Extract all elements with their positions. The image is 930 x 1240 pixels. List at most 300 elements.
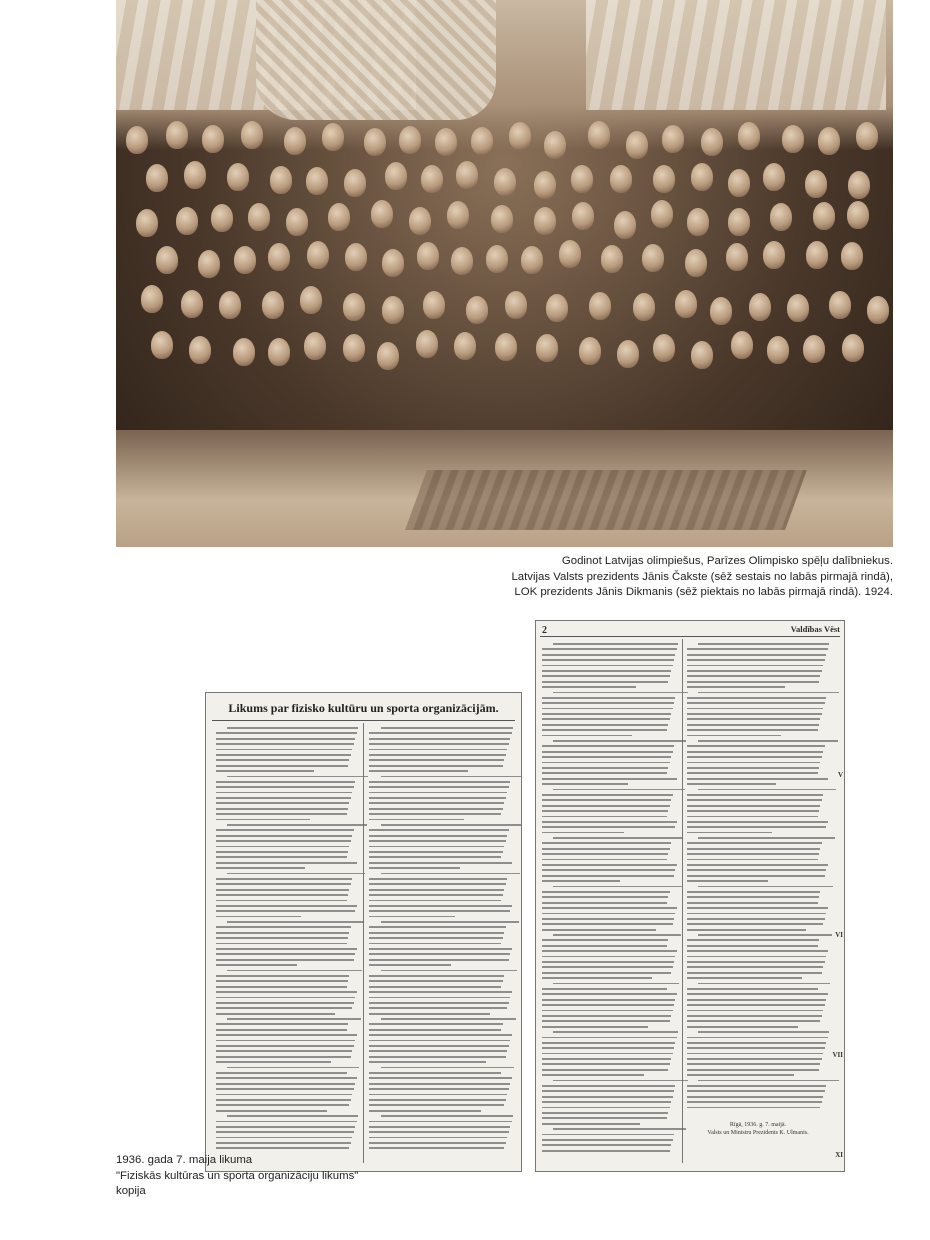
photo-person xyxy=(787,294,809,322)
text-line xyxy=(542,842,671,844)
text-line xyxy=(227,1018,360,1020)
text-line xyxy=(227,824,366,826)
photo-person xyxy=(749,293,771,321)
text-line xyxy=(369,754,506,756)
photo-person xyxy=(198,250,220,278)
photo-person xyxy=(146,164,168,192)
text-line xyxy=(687,762,820,764)
text-line xyxy=(687,875,825,877)
text-line xyxy=(369,1040,510,1042)
photo-person xyxy=(471,127,493,155)
text-line xyxy=(542,1069,668,1071)
photo-person xyxy=(813,202,835,230)
text-line xyxy=(687,816,818,818)
text-line xyxy=(542,977,652,979)
text-line xyxy=(687,805,820,807)
text-line xyxy=(216,1050,352,1052)
historic-group-photo xyxy=(116,0,893,547)
text-line xyxy=(687,713,822,715)
text-line xyxy=(687,977,802,979)
text-line xyxy=(381,970,518,972)
column-divider xyxy=(363,723,364,1163)
text-line xyxy=(542,821,677,823)
photo-person xyxy=(534,207,556,235)
law-document-page-2 xyxy=(535,620,845,1172)
text-line xyxy=(369,964,451,966)
text-line xyxy=(369,781,510,783)
text-line xyxy=(216,1104,349,1106)
text-line xyxy=(369,1099,506,1101)
photo-person xyxy=(156,246,178,274)
photo-person xyxy=(521,246,543,274)
text-line xyxy=(381,824,522,826)
photo-person xyxy=(344,169,366,197)
text-line xyxy=(687,913,826,915)
text-line xyxy=(369,1094,507,1096)
photo-person xyxy=(486,245,508,273)
text-line xyxy=(542,1074,644,1076)
text-line xyxy=(687,778,828,780)
text-line xyxy=(216,754,351,756)
text-line xyxy=(227,1115,358,1117)
text-line xyxy=(369,1061,486,1063)
text-line xyxy=(216,1045,354,1047)
text-line xyxy=(542,1004,674,1006)
text-line xyxy=(216,770,314,772)
text-line xyxy=(216,997,355,999)
text-line xyxy=(553,934,681,936)
text-line xyxy=(216,943,347,945)
text-line xyxy=(542,1090,674,1092)
text-line xyxy=(553,983,679,985)
photo-person xyxy=(495,333,517,361)
text-line xyxy=(216,1121,357,1123)
text-line xyxy=(369,926,506,928)
photo-person xyxy=(181,290,203,318)
text-line xyxy=(542,772,667,774)
text-line xyxy=(216,953,355,955)
text-line xyxy=(227,873,365,875)
text-line xyxy=(369,910,510,912)
text-line xyxy=(553,740,686,742)
text-line xyxy=(687,993,828,995)
text-line xyxy=(227,776,368,778)
text-line xyxy=(687,956,826,958)
text-line xyxy=(542,1053,673,1055)
text-line xyxy=(687,1053,823,1055)
text-line xyxy=(687,767,819,769)
photo-person xyxy=(546,294,568,322)
photo-person xyxy=(687,208,709,236)
photo-person xyxy=(126,126,148,154)
photo-person xyxy=(642,244,664,272)
text-line xyxy=(216,829,354,831)
text-line xyxy=(687,869,826,871)
text-line xyxy=(542,1117,667,1119)
photo-person xyxy=(176,207,198,235)
text-line xyxy=(687,1047,825,1049)
signature-place-date: Rīgā, 1936. g. 7. maijā. xyxy=(729,1122,787,1128)
photo-person xyxy=(227,163,249,191)
photo-person xyxy=(233,338,255,366)
photo-person xyxy=(728,169,750,197)
text-line xyxy=(369,840,506,842)
text-line xyxy=(216,1040,355,1042)
text-line xyxy=(698,740,837,742)
text-line xyxy=(216,1002,354,1004)
text-line xyxy=(553,886,682,888)
text-line xyxy=(369,1050,507,1052)
text-line xyxy=(381,727,513,729)
photo-person xyxy=(409,207,431,235)
text-line xyxy=(687,799,822,801)
text-line xyxy=(687,783,776,785)
photo-person xyxy=(662,125,684,153)
text-line xyxy=(687,1042,826,1044)
text-line xyxy=(369,749,507,751)
text-line xyxy=(687,1101,822,1103)
text-line xyxy=(698,837,834,839)
text-line xyxy=(687,654,826,656)
text-line xyxy=(369,878,507,880)
photo-person xyxy=(371,200,393,228)
text-line xyxy=(369,835,507,837)
text-line xyxy=(542,670,671,672)
text-line xyxy=(687,864,828,866)
text-line xyxy=(687,966,823,968)
text-line xyxy=(216,1061,331,1063)
text-line xyxy=(687,880,768,882)
text-line xyxy=(369,851,503,853)
photo-person xyxy=(141,285,163,313)
text-line xyxy=(381,776,522,778)
text-line xyxy=(542,859,667,861)
text-line xyxy=(369,997,510,999)
photo-crowd xyxy=(116,90,893,470)
text-line xyxy=(216,1029,347,1031)
text-line xyxy=(216,1094,352,1096)
text-line xyxy=(553,643,678,645)
photo-person xyxy=(818,127,840,155)
text-line xyxy=(687,907,828,909)
text-line xyxy=(381,1018,516,1020)
photo-person xyxy=(763,241,785,269)
text-line xyxy=(369,900,501,902)
margin-mark: V xyxy=(837,771,843,779)
text-line xyxy=(542,832,624,834)
text-line xyxy=(542,1015,671,1017)
text-line xyxy=(542,648,677,650)
photo-person xyxy=(241,121,263,149)
photo-person xyxy=(454,332,476,360)
photo-person xyxy=(262,291,284,319)
text-line xyxy=(369,1045,509,1047)
text-line xyxy=(542,745,674,747)
text-line xyxy=(369,986,501,988)
photo-person xyxy=(248,203,270,231)
text-line xyxy=(369,1083,510,1085)
text-line xyxy=(369,813,501,815)
text-line xyxy=(216,867,305,869)
text-line xyxy=(369,975,504,977)
text-line xyxy=(542,713,671,715)
text-column-right xyxy=(687,643,829,1112)
text-line xyxy=(687,945,818,947)
photo-person xyxy=(491,205,513,233)
text-line xyxy=(369,786,509,788)
photo-person xyxy=(268,243,290,271)
text-line xyxy=(687,1020,820,1022)
text-line xyxy=(369,948,512,950)
text-line xyxy=(553,837,684,839)
text-line xyxy=(227,970,362,972)
text-line xyxy=(369,980,503,982)
text-line xyxy=(216,916,301,918)
text-line xyxy=(698,789,836,791)
text-line xyxy=(542,665,673,667)
text-line xyxy=(687,859,818,861)
text-line xyxy=(542,1150,670,1152)
text-line xyxy=(542,762,670,764)
newspaper-header: Valdības Vēst xyxy=(790,624,840,634)
photo-person xyxy=(136,209,158,237)
text-line xyxy=(542,902,667,904)
photo-person xyxy=(731,331,753,359)
text-line xyxy=(216,797,351,799)
text-line xyxy=(687,961,825,963)
photo-person xyxy=(691,163,713,191)
text-line xyxy=(369,765,503,767)
text-line xyxy=(369,1131,509,1133)
text-line xyxy=(216,819,310,821)
text-line xyxy=(216,1088,354,1090)
text-line xyxy=(542,1101,671,1103)
text-line xyxy=(687,1069,819,1071)
photo-person xyxy=(270,166,292,194)
text-line xyxy=(687,939,819,941)
text-line xyxy=(687,745,825,747)
text-line xyxy=(687,794,823,796)
text-line xyxy=(542,718,670,720)
photo-person xyxy=(633,293,655,321)
text-line xyxy=(216,749,352,751)
text-line xyxy=(687,1058,822,1060)
text-line xyxy=(542,1010,673,1012)
text-line xyxy=(216,1056,351,1058)
text-line xyxy=(216,759,349,761)
photo-person xyxy=(726,243,748,271)
text-line xyxy=(542,956,675,958)
photo-person xyxy=(610,165,632,193)
text-line xyxy=(369,1126,510,1128)
text-line xyxy=(687,697,826,699)
photo-person xyxy=(763,163,785,191)
text-line xyxy=(542,918,674,920)
photo-person xyxy=(451,247,473,275)
document-caption xyxy=(116,1153,386,1200)
photo-person xyxy=(701,128,723,156)
text-column-left xyxy=(216,727,358,1153)
signature-signatory: Valsts un Ministru Prezidents K. Ulmanis. xyxy=(707,1130,809,1136)
text-line xyxy=(542,826,675,828)
text-line xyxy=(381,873,521,875)
photo-person xyxy=(847,201,869,229)
document-signature xyxy=(687,1121,829,1137)
text-line xyxy=(216,1034,357,1036)
text-line xyxy=(687,659,825,661)
text-line xyxy=(687,999,826,1001)
text-line xyxy=(369,1007,507,1009)
text-line xyxy=(369,889,504,891)
text-line xyxy=(687,826,826,828)
text-line xyxy=(369,1142,506,1144)
photo-person xyxy=(184,161,206,189)
text-line xyxy=(369,1137,507,1139)
text-line xyxy=(369,846,504,848)
text-line xyxy=(369,943,501,945)
text-line xyxy=(687,810,819,812)
text-line xyxy=(542,875,674,877)
text-line xyxy=(687,950,828,952)
photo-person xyxy=(509,122,531,150)
photo-person xyxy=(534,171,556,199)
photo-person xyxy=(304,332,326,360)
text-line xyxy=(687,735,781,737)
text-line xyxy=(687,670,822,672)
text-line xyxy=(542,729,667,731)
text-line xyxy=(216,1083,355,1085)
photo-person xyxy=(770,203,792,231)
text-line xyxy=(687,675,820,677)
text-line xyxy=(216,835,352,837)
text-line xyxy=(216,937,348,939)
photo-person xyxy=(345,243,367,271)
photo-person xyxy=(653,334,675,362)
text-line xyxy=(542,1026,648,1028)
photo-person xyxy=(728,208,750,236)
text-line xyxy=(687,686,785,688)
text-line xyxy=(369,743,509,745)
text-line xyxy=(369,1121,512,1123)
text-line xyxy=(216,738,355,740)
text-line xyxy=(542,891,670,893)
photo-person xyxy=(856,122,878,150)
text-line xyxy=(687,708,823,710)
text-line xyxy=(216,1013,335,1015)
text-line xyxy=(687,1085,826,1087)
text-line xyxy=(216,900,347,902)
text-line xyxy=(542,1063,670,1065)
photo-person xyxy=(710,297,732,325)
photo-person xyxy=(626,131,648,159)
photo-person xyxy=(782,125,804,153)
text-line xyxy=(542,816,667,818)
text-line xyxy=(369,959,509,961)
text-line xyxy=(687,902,818,904)
text-line xyxy=(687,648,828,650)
text-line xyxy=(542,945,667,947)
photo-person xyxy=(685,249,707,277)
text-line xyxy=(553,692,688,694)
text-line xyxy=(216,883,351,885)
text-line xyxy=(687,988,818,990)
text-line xyxy=(227,921,363,923)
text-line xyxy=(542,939,668,941)
text-line xyxy=(542,675,670,677)
text-line xyxy=(687,1090,825,1092)
text-line xyxy=(216,910,355,912)
text-line xyxy=(369,819,464,821)
text-line xyxy=(687,923,823,925)
text-line xyxy=(369,905,512,907)
text-line xyxy=(369,1147,504,1149)
text-line xyxy=(553,1128,686,1130)
text-line xyxy=(369,802,504,804)
text-line xyxy=(369,1056,506,1058)
text-line xyxy=(216,786,354,788)
text-line xyxy=(369,732,512,734)
text-line xyxy=(216,894,348,896)
text-line xyxy=(687,853,819,855)
photo-person xyxy=(803,335,825,363)
text-line xyxy=(369,894,503,896)
text-line xyxy=(369,1002,509,1004)
text-line xyxy=(542,1107,670,1109)
law-document-title: Likums par fizisko kultūru un sporta organizācijām. xyxy=(228,701,499,715)
photo-caption xyxy=(333,554,893,601)
text-line xyxy=(216,948,357,950)
text-line xyxy=(216,765,348,767)
text-line xyxy=(216,975,349,977)
photo-person xyxy=(617,340,639,368)
text-line xyxy=(369,856,501,858)
photo-person xyxy=(536,334,558,362)
text-line xyxy=(542,778,677,780)
photo-person xyxy=(805,170,827,198)
text-line xyxy=(687,1026,798,1028)
photo-person xyxy=(385,162,407,190)
text-line xyxy=(216,732,357,734)
text-line xyxy=(542,869,675,871)
text-line xyxy=(542,654,675,656)
photo-person xyxy=(268,338,290,366)
text-line xyxy=(687,1004,825,1006)
text-line xyxy=(542,751,673,753)
text-line xyxy=(216,792,352,794)
caption-line: LOK prezidents Jānis Dikmanis (sēž piektais no labās pirmajā rindā). 1924. xyxy=(514,586,893,598)
text-line xyxy=(542,929,656,931)
text-line xyxy=(216,802,349,804)
text-line xyxy=(542,697,675,699)
text-line xyxy=(369,953,510,955)
text-line xyxy=(542,923,673,925)
photo-person xyxy=(829,291,851,319)
text-line xyxy=(687,1096,823,1098)
text-line xyxy=(687,1037,828,1039)
text-line xyxy=(542,794,673,796)
photo-person xyxy=(653,165,675,193)
photo-person xyxy=(579,337,601,365)
text-line xyxy=(369,797,506,799)
photo-person xyxy=(382,249,404,277)
text-line xyxy=(687,1015,822,1017)
text-line xyxy=(542,1037,677,1039)
text-line xyxy=(369,738,510,740)
text-line xyxy=(542,799,671,801)
text-line xyxy=(369,1013,490,1015)
photo-person xyxy=(806,241,828,269)
photo-person xyxy=(286,208,308,236)
